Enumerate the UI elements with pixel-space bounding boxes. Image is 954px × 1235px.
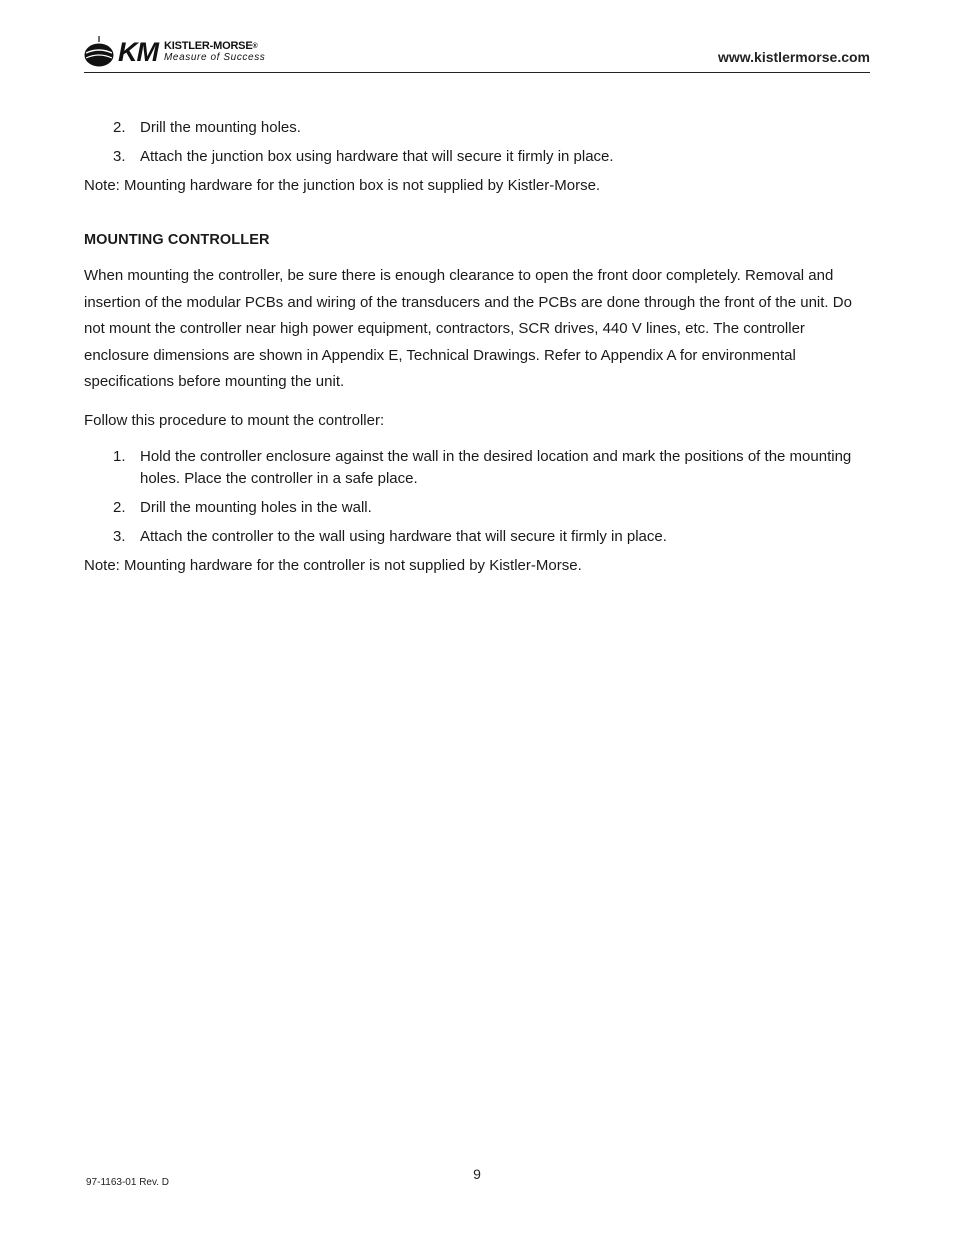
step-number: 1. [113,447,126,465]
list-item [84,497,870,519]
document-body [84,117,870,577]
website-url: www.kistlermorse.com [718,49,870,65]
step-number: 2. [113,119,126,136]
junction-box-steps [84,117,870,168]
junction-box-note: Note: Mounting hardware for the junction box is not supplied by Kistler-Morse. [84,177,601,194]
document-number: 97-1163-01 Rev. D [86,1177,170,1188]
list-item [84,117,870,139]
controller-note: Note: Mounting hardware for the controller is not supplied by Kistler-Morse. [84,556,582,574]
logo-globe-icon [84,36,114,68]
section-heading: MOUNTING CONTROLLER [84,232,270,248]
step-text: Attach the junction box using hardware that will secure it firmly in place. [140,148,614,165]
logo-tagline: Measure of Success [164,52,266,63]
procedure-intro: Follow this procedure to mount the controller: [84,411,385,429]
step-number: 2. [113,498,126,516]
logo-wordmark [164,41,265,63]
section-paragraph: When mounting the controller, be sure there is enough clearance to open the front door completely. Removal and insertion of the modular PCBs and wiring of the transducers and the PCBs are done through the front of the unit. Do not mount the controller near high power equipment, contractors, SCR drives, 440 V lines, etc. The controller enclosure dimensions are shown in Appendix E, Technical Drawings. Refer to Appendix A for environmental specifications before mounting the unit. [84,267,852,390]
step-text: Drill the mounting holes in the wall. [140,498,372,516]
controller-steps [84,446,870,548]
step-number: 3. [113,148,126,165]
logo-company-name [164,41,265,52]
kistler-morse-logo [84,36,265,68]
step-text: Drill the mounting holes. [140,119,301,136]
logo-name-text: KISTLER-MORSE [164,40,253,52]
step-text: Hold the controller enclosure against the wall in the desired location and mark the positions of the mounting holes. Place the controller in a safe place. [140,447,852,487]
page-header [84,34,870,73]
list-item [84,446,870,490]
list-item [84,146,870,168]
page-number: 9 [473,1166,481,1182]
step-text: Attach the controller to the wall using hardware that will secure it firmly in place. [140,527,667,545]
logo-registered-mark: ® [252,43,258,50]
logo-initials: KM [118,36,158,67]
list-item [84,526,870,548]
step-number: 3. [113,527,126,545]
